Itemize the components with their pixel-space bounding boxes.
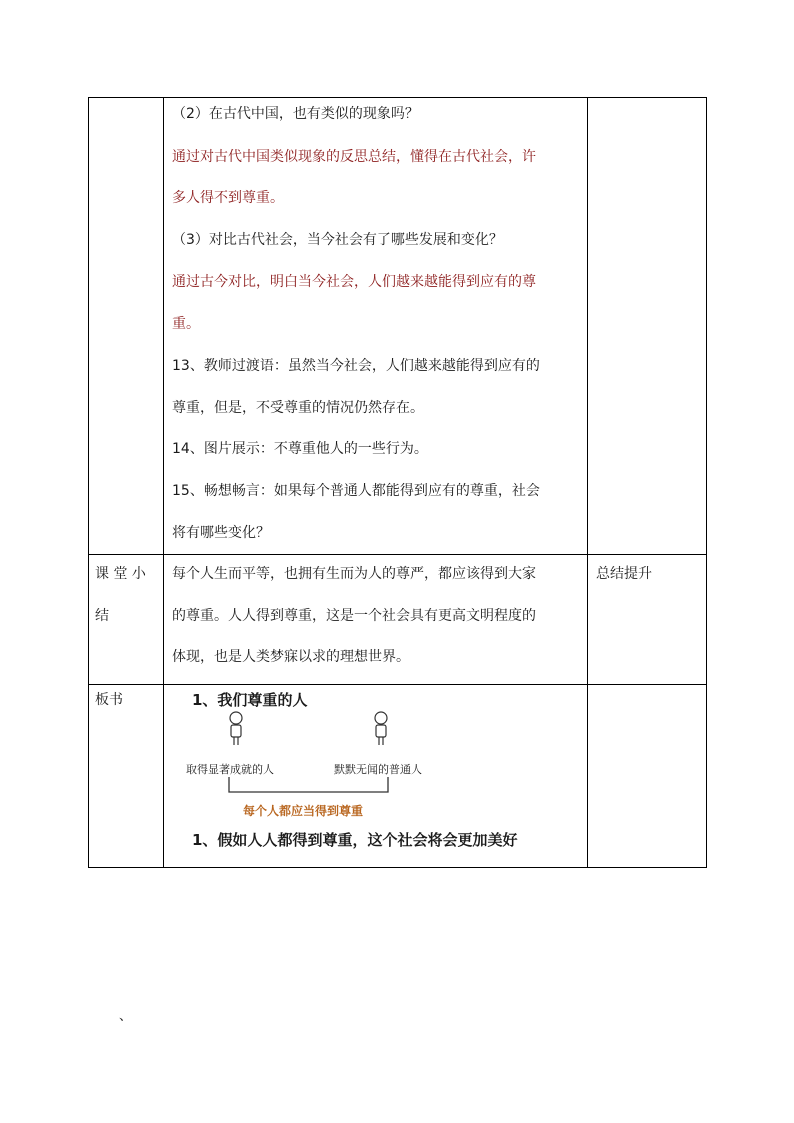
stray-mark: 、	[119, 1009, 133, 1024]
table-border-bottom	[88, 867, 707, 868]
lesson-table	[88, 97, 707, 868]
person-achiever-icon	[228, 711, 244, 747]
person-ordinary-label: 默默无闻的普通人	[334, 763, 422, 776]
col-divider-1	[163, 97, 164, 868]
summary-note: 总结提升	[596, 566, 652, 582]
board-conclusion: 1、假如人人都得到尊重，这个社会将会更加美好	[192, 831, 518, 849]
row1-line-9: 14、图片展示：不尊重他人的一些行为。	[172, 441, 428, 457]
col-divider-0	[88, 97, 89, 868]
row-divider-2	[88, 684, 707, 685]
board-label: 板书	[95, 692, 123, 708]
table-border-top	[88, 97, 707, 98]
summary-line-1: 每个人生而平等，也拥有生而为人的尊严，都应该得到大家	[172, 566, 536, 582]
row1-line-5: 通过古今对比，明白当今社会，人们越来越能得到应有的尊	[172, 274, 536, 290]
row1-line-2: 通过对古代中国类似现象的反思总结，懂得在古代社会，许	[172, 149, 536, 165]
row1-line-8: 尊重，但是，不受尊重的情况仍然存在。	[172, 400, 424, 416]
summary-line-3: 体现，也是人类梦寐以求的理想世界。	[172, 649, 410, 665]
row1-line-10: 15、畅想畅言：如果每个普通人都能得到应有的尊重，社会	[172, 483, 540, 499]
connecting-bracket	[228, 777, 390, 795]
summary-label-1: 课 堂 小	[95, 566, 146, 582]
col-divider-2	[587, 97, 588, 868]
board-title: 1、我们尊重的人	[192, 691, 308, 709]
row1-line-1: （2）在古代中国，也有类似的现象吗？	[172, 106, 419, 122]
col-divider-3	[706, 97, 707, 868]
row1-line-3: 多人得不到尊重。	[172, 190, 284, 206]
row1-line-6: 重。	[172, 316, 200, 332]
row1-line-7: 13、教师过渡语：虽然当今社会，人们越来越能得到应有的	[172, 358, 540, 374]
bracket-label: 每个人都应当得到尊重	[243, 804, 364, 818]
person-ordinary-icon	[373, 711, 389, 747]
summary-line-2: 的尊重。人人得到尊重，这是一个社会具有更高文明程度的	[172, 608, 536, 624]
row1-line-11: 将有哪些变化？	[172, 525, 270, 541]
row-divider-1	[88, 554, 707, 555]
person-achiever-label: 取得显著成就的人	[186, 763, 274, 776]
row1-line-4: （3）对比古代社会，当今社会有了哪些发展和变化？	[172, 232, 503, 248]
summary-label-2: 结	[95, 608, 109, 624]
